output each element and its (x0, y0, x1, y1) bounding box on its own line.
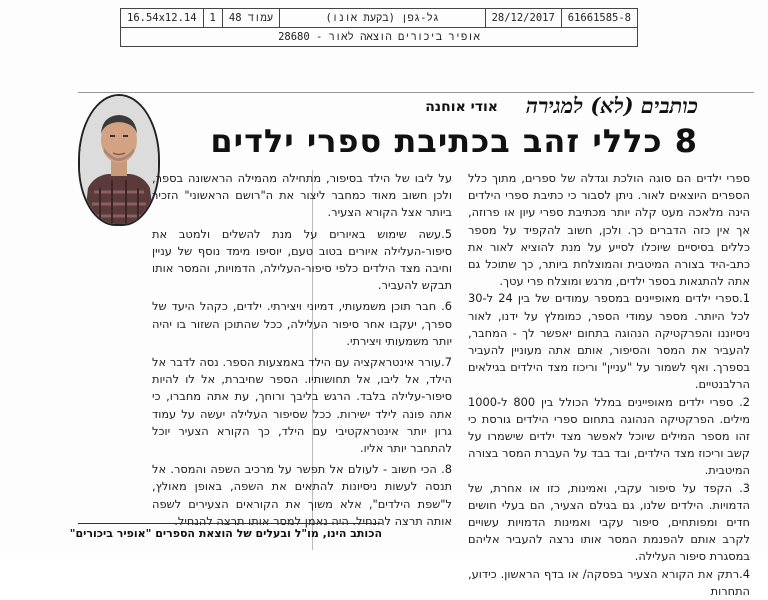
rule-paragraph: 1.ספרי ילדים מאופיינים במספר עמודים של בין 24 ל-30 לכל היותר. מספר עמודי הספר, כמומלץ על ידנו, לאור ניסיוננו והפרקטיקה הנהוגה בתחום יאפשר לך - המחבר, להעביר את המסר והסיפור, אותם אתה מעוניין להעביר בספרך. ואף לשמור על "עניין" וריכוז מצד הילדים בגילאים הרלבנטיים. (468, 291, 750, 392)
rule-paragraph: 5.עשה שימוש באיורים על מנת להשלים ולמטב את סיפור-העלילה איורים בטוב טעם, יוסיפו מימד נוסף של עניין וחיבה מצד הילדים כלפי סיפור-העלילה, הדמויות, והמסר אותו תבקש להעביר. (152, 226, 452, 293)
clipping-count: 1 (203, 9, 222, 27)
footer-rule (78, 523, 382, 524)
rule-paragraph: 7.עורר אינטראקציה עם הילד באמצעות הספר. נסה לדבר אל הילד, אל ליבו, אל תחושותיו. הספר שחיברת, אל לו להיות סיפור-עלילה בלבד. הרגש בליבך ורוחך, עת אתה מחברו, כי אתה פונה לילד ישירות. ככל שסיפור העלילה יעשה על עמוד גרון יותר אינטראקטיבי עם הילד, כך הקורא הצעיר יוכל להתחבר יותר אליו. (152, 355, 452, 456)
publisher-row (121, 28, 637, 46)
author-portrait-image (80, 96, 158, 224)
rule-paragraph: 6. חבר תוכן משמעותי, דמיוני ויצירתי. ילדים, כקהל היעד של ספרך, יעקבו אחר סיפור העלילה, ככל שהתוכן השזור בו יהיה יותר משמעותי ויצירתי. (152, 299, 452, 348)
author-bio: הכותב הינו, מו"ל ובעלים של הוצאת הספרים "אופיר ביכורים" (69, 527, 382, 540)
article-title: 8 כללי זהב בכתיבת ספרי ילדים (210, 122, 698, 160)
page-number: עמוד 48 (222, 9, 279, 27)
rule-paragraph: 3. הקפד על סיפור עקבי, ואמינות, כזו או אחרת, של הדמויות. הילדים שלנו, גם בגילם הצעיר, הם בעלי חושים חדים ומפותחים, סיפור עקבי ואמינות הדמויות עשויים לקרב אותם להפנמת המסר אותו נרצה להעביר אליהם במסגרת סיפור העלילה. (468, 480, 750, 564)
rule-paragraph: 4.רתק את הקורא הצעיר בפסקה/ או בדף הראשון. כידוע, התחרות (468, 566, 750, 598)
publisher-label: אופיר ביכורים הוצאה לאור - 28680 (278, 30, 480, 43)
clipping-date: 28/12/2017 (485, 9, 561, 27)
author-photo (78, 94, 160, 226)
article-column-right (468, 170, 750, 600)
article-column-left (152, 170, 452, 534)
intro-paragraph: ספרי ילדים הם סוגה הולכת וגדלה של ספרים, מתוך כלל הספרים היוצאים לאור. ניתן לסבור כי כתיבת ספרי הילדים הינה מלאכה מעט קלה יותר מכתיבת ספרי עיון או פרוזה, אך אין כזה הדברים כך. ולכן, חשוב להקפיד על מספר כללים בסיסיים שיוכלו לסייע על מנת להוציא לאור את כתב-היד בצורה המיטבית והמוצלחת ביותר, כך שתוכל גם אתה להתגאות בספר ילדים, מרגש ומוצלח פרי עטך. (468, 171, 750, 289)
section-heading: כותבים (לא) למגירה (525, 93, 698, 118)
continued-paragraph: על ליבו של הילד בסיפור, מתחילה מהמילה הראשונה בספר, ולכן חשוב מאוד כמחבר ליצור את ה"רושם הראשוני" הזכיר ביותר אצל הקורא הצעיר. (152, 171, 452, 220)
rule-paragraph: 2. ספרי ילדים מאופיינים במלל הכולל בין 800 ל-1000 מילים. הפרקטיקה הנהוגה בתחום ספרי הילדים גורסת כי זהו מספר המילים שיוכל לאפשר מצד ילדים שישמרו על קשב וריכוז מצד הילדים, ובד בבד על העברת המסר בצורה המיטבית. (468, 394, 750, 478)
clipping-id: 61661585-8 (561, 9, 637, 27)
publication-name: גל-גפן (בקעת אונו) (279, 9, 485, 27)
metadata-row (121, 9, 637, 28)
rule-paragraph: 8. הכי חשוב - לעולם אל תפשר על מרכיב השפה והמסר. אל תנסה לעשות ניסיונות להתאים את השפה, באופן מאולץ, ל"שפת הילדים", אלא משוך את הקוראים הצעירים לשפה אותה תרצה להנחיל. היה נאמן למסר אותו תרצה להנחיל. (152, 462, 452, 528)
clipping-metadata-box (120, 8, 638, 47)
author-name: אודי אוחנה (425, 99, 498, 115)
clipping-size: 16.54x12.14 (127, 12, 197, 24)
